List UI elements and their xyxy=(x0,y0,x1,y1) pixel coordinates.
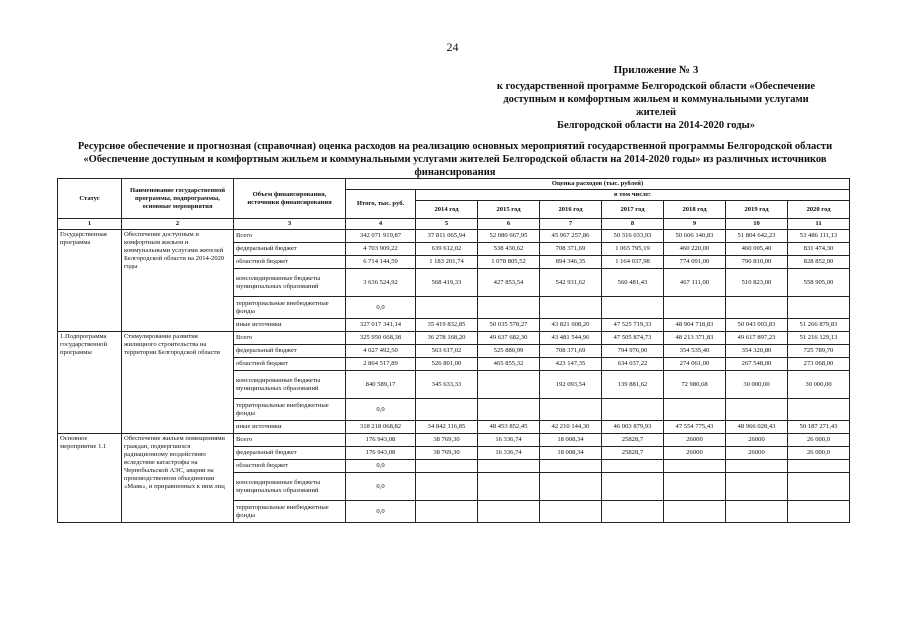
program-name-cell: Обеспечение доступным и комфортным жильем и коммунальными услугами жителей Белгородской области на 2014-2020 годы xyxy=(122,230,234,332)
year-value-cell: 465 855,32 xyxy=(478,358,540,371)
year-value-cell: 510 823,00 xyxy=(726,269,788,297)
total-cell: 3 636 524,92 xyxy=(346,269,416,297)
year-value-cell: 50 606 140,83 xyxy=(664,230,726,243)
header-year: 2017 год xyxy=(602,201,664,219)
year-value-cell xyxy=(788,501,850,523)
total-cell: 342 071 919,87 xyxy=(346,230,416,243)
year-value-cell: 25828,7 xyxy=(602,447,664,460)
status-cell: 1.Подпрограмма государственной программы xyxy=(58,332,122,434)
year-value-cell xyxy=(478,371,540,399)
year-value-cell: 1 183 201,74 xyxy=(416,256,478,269)
year-value-cell: 50 316 033,93 xyxy=(602,230,664,243)
year-value-cell: 26000 xyxy=(726,447,788,460)
year-value-cell xyxy=(416,473,478,501)
year-value-cell: 774 091,00 xyxy=(664,256,726,269)
column-number: 1 xyxy=(58,219,122,230)
year-value-cell: 560 481,43 xyxy=(602,269,664,297)
total-cell: 4 703 909,22 xyxy=(346,243,416,256)
year-value-cell: 26000 xyxy=(664,447,726,460)
year-value-cell: 38 769,30 xyxy=(416,447,478,460)
year-value-cell xyxy=(726,460,788,473)
year-value-cell: 563 617,02 xyxy=(416,345,478,358)
year-value-cell: 25828,7 xyxy=(602,434,664,447)
header-estimate: Оценка расходов (тыс. рублей) xyxy=(346,179,850,190)
year-value-cell: 894 346,35 xyxy=(540,256,602,269)
year-value-cell: 50 043 003,83 xyxy=(726,319,788,332)
total-cell: 0,0 xyxy=(346,297,416,319)
year-value-cell xyxy=(478,399,540,421)
source-cell: федеральный бюджет xyxy=(234,345,346,358)
year-value-cell xyxy=(540,297,602,319)
year-value-cell: 49 637 682,30 xyxy=(478,332,540,345)
year-value-cell xyxy=(788,460,850,473)
year-value-cell: 525 880,99 xyxy=(478,345,540,358)
year-value-cell: 790 810,00 xyxy=(726,256,788,269)
year-value-cell xyxy=(478,501,540,523)
year-value-cell xyxy=(478,460,540,473)
program-name-cell: Стимулирование развития жилищного строительства на территории Белгородской области xyxy=(122,332,234,434)
header-year: 2014 год xyxy=(416,201,478,219)
source-cell: Всего xyxy=(234,434,346,447)
total-cell: 0,0 xyxy=(346,473,416,501)
year-value-cell: 427 853,54 xyxy=(478,269,540,297)
source-cell: Всего xyxy=(234,230,346,243)
source-cell: областной бюджет xyxy=(234,460,346,473)
year-value-cell xyxy=(416,399,478,421)
total-cell: 0,0 xyxy=(346,501,416,523)
total-cell: 318 218 068,82 xyxy=(346,421,416,434)
year-value-cell: 51 266 879,83 xyxy=(788,319,850,332)
year-value-cell xyxy=(540,501,602,523)
header-source: Объем финансирования, источники финансирования xyxy=(234,179,346,219)
total-cell: 6 714 144,59 xyxy=(346,256,416,269)
year-value-cell: 48 453 852,45 xyxy=(478,421,540,434)
source-cell: консолидированные бюджеты муниципальных образований xyxy=(234,371,346,399)
year-value-cell: 36 278 168,20 xyxy=(416,332,478,345)
year-value-cell: 26000 xyxy=(664,434,726,447)
column-number: 10 xyxy=(726,219,788,230)
source-cell: территориальные внебюджетные фонды xyxy=(234,399,346,421)
year-value-cell xyxy=(478,473,540,501)
year-value-cell: 47 505 874,73 xyxy=(602,332,664,345)
year-value-cell xyxy=(602,473,664,501)
year-value-cell: 192 093,54 xyxy=(540,371,602,399)
table-row xyxy=(58,434,850,447)
year-value-cell: 526 801,00 xyxy=(416,358,478,371)
year-value-cell: 46 003 879,93 xyxy=(602,421,664,434)
year-value-cell: 1 065 795,19 xyxy=(602,243,664,256)
document-title-line: «Обеспечение доступным и комфортным жильем и коммунальными услугами жителей Белгородской области на 2014-2020 годы» из различных источников xyxy=(83,154,827,165)
year-value-cell xyxy=(416,501,478,523)
year-value-cell: 460 220,00 xyxy=(664,243,726,256)
year-value-cell xyxy=(602,460,664,473)
source-cell: федеральный бюджет xyxy=(234,447,346,460)
header-including: в том числе: xyxy=(416,190,850,201)
year-value-cell xyxy=(540,460,602,473)
year-value-cell: 828 852,00 xyxy=(788,256,850,269)
year-value-cell: 34 842 116,85 xyxy=(416,421,478,434)
source-cell: иные источники xyxy=(234,421,346,434)
page-number: 24 xyxy=(446,40,459,54)
appendix-line: Белгородской области на 2014-2020 годы» xyxy=(557,120,755,131)
year-value-cell xyxy=(478,297,540,319)
header-total: Итого, тыс. руб. xyxy=(346,190,416,219)
column-number: 4 xyxy=(346,219,416,230)
source-cell: консолидированные бюджеты муниципальных образований xyxy=(234,269,346,297)
year-value-cell xyxy=(664,399,726,421)
year-value-cell: 467 111,00 xyxy=(664,269,726,297)
year-value-cell: 30 000,00 xyxy=(726,371,788,399)
document-title xyxy=(60,140,850,179)
total-cell: 176 943,08 xyxy=(346,447,416,460)
year-value-cell: 16 336,74 xyxy=(478,434,540,447)
appendix-line: доступным и комфортным жильем и коммунальными услугами жителей xyxy=(503,94,809,118)
header-year: 2018 год xyxy=(664,201,726,219)
header-year: 2020 год xyxy=(788,201,850,219)
year-value-cell: 354 535,40 xyxy=(664,345,726,358)
year-value-cell: 1 164 037,98 xyxy=(602,256,664,269)
year-value-cell: 47 554 775,43 xyxy=(664,421,726,434)
year-value-cell xyxy=(602,297,664,319)
year-value-cell: 639 612,02 xyxy=(416,243,478,256)
year-value-cell xyxy=(416,297,478,319)
year-value-cell: 42 210 144,30 xyxy=(540,421,602,434)
document-title-line: финансирования xyxy=(414,167,496,178)
total-cell: 176 943,08 xyxy=(346,434,416,447)
appendix-block xyxy=(491,64,821,132)
year-value-cell: 460 005,40 xyxy=(726,243,788,256)
year-value-cell xyxy=(726,399,788,421)
source-cell: территориальные внебюджетные фонды xyxy=(234,501,346,523)
year-value-cell xyxy=(788,473,850,501)
column-number: 6 xyxy=(478,219,540,230)
source-cell: консолидированные бюджеты муниципальных образований xyxy=(234,473,346,501)
year-value-cell: 273 068,00 xyxy=(788,358,850,371)
year-value-cell: 831 474,30 xyxy=(788,243,850,256)
total-cell: 840 589,17 xyxy=(346,371,416,399)
total-cell: 0,0 xyxy=(346,399,416,421)
source-cell: областной бюджет xyxy=(234,256,346,269)
year-value-cell: 267 548,00 xyxy=(726,358,788,371)
year-value-cell: 26 000,0 xyxy=(788,434,850,447)
program-name-cell: Обеспечение жильем помещениями граждан, подвергшихся радиационному воздействию вследствие катастрофы на Чернобыльской АЭС, аварии на производственном объединении «Маяк», и приравненных к ним лиц xyxy=(122,434,234,523)
year-value-cell: 354 320,80 xyxy=(726,345,788,358)
year-value-cell xyxy=(540,473,602,501)
year-value-cell: 423 147,35 xyxy=(540,358,602,371)
column-number: 8 xyxy=(602,219,664,230)
source-cell: Всего xyxy=(234,332,346,345)
source-cell: территориальные внебюджетные фонды xyxy=(234,297,346,319)
year-value-cell: 30 000,00 xyxy=(788,371,850,399)
year-value-cell xyxy=(726,297,788,319)
funding-table xyxy=(57,178,850,523)
header-name: Наименование государственной программы, подпрограммы, основные мероприятия xyxy=(122,179,234,219)
document-title-line: Ресурсное обеспечение и прогнозная (справочная) оценка расходов на реализацию основных мероприятий государственной программы Белгородской области xyxy=(77,141,833,152)
year-value-cell xyxy=(540,399,602,421)
status-cell: Государственная программа xyxy=(58,230,122,332)
year-value-cell xyxy=(664,297,726,319)
total-cell: 327 017 341,14 xyxy=(346,319,416,332)
year-value-cell: 725 789,70 xyxy=(788,345,850,358)
header-year: 2019 год xyxy=(726,201,788,219)
status-cell: Основное мероприятие 1.1 xyxy=(58,434,122,523)
year-value-cell: 48 904 718,83 xyxy=(664,319,726,332)
source-cell: федеральный бюджет xyxy=(234,243,346,256)
year-value-cell: 708 371,69 xyxy=(540,345,602,358)
source-cell: областной бюджет xyxy=(234,358,346,371)
year-value-cell: 38 769,30 xyxy=(416,434,478,447)
year-value-cell: 50 187 271,43 xyxy=(788,421,850,434)
year-value-cell: 542 931,62 xyxy=(540,269,602,297)
year-value-cell xyxy=(602,399,664,421)
year-value-cell: 345 633,33 xyxy=(416,371,478,399)
year-value-cell: 48 213 371,83 xyxy=(664,332,726,345)
year-value-cell: 26000 xyxy=(726,434,788,447)
year-value-cell: 43 821 608,20 xyxy=(540,319,602,332)
year-value-cell xyxy=(726,473,788,501)
year-value-cell: 794 976,90 xyxy=(602,345,664,358)
year-value-cell: 52 080 667,95 xyxy=(478,230,540,243)
year-value-cell: 35 419 832,85 xyxy=(416,319,478,332)
year-value-cell: 634 037,22 xyxy=(602,358,664,371)
year-value-cell: 43 481 544,96 xyxy=(540,332,602,345)
year-value-cell: 53 486 111,13 xyxy=(788,230,850,243)
year-value-cell: 558 905,00 xyxy=(788,269,850,297)
year-value-cell xyxy=(664,473,726,501)
year-value-cell: 45 967 257,86 xyxy=(540,230,602,243)
year-value-cell: 51 216 129,13 xyxy=(788,332,850,345)
year-value-cell xyxy=(416,460,478,473)
header-year: 2016 год xyxy=(540,201,602,219)
table-row xyxy=(58,332,850,345)
column-number: 9 xyxy=(664,219,726,230)
year-value-cell: 50 035 578,27 xyxy=(478,319,540,332)
total-cell: 4 027 492,50 xyxy=(346,345,416,358)
table-row xyxy=(58,230,850,243)
year-value-cell xyxy=(726,501,788,523)
header-year: 2015 год xyxy=(478,201,540,219)
year-value-cell: 1 078 805,52 xyxy=(478,256,540,269)
appendix-title: Приложение № 3 xyxy=(613,64,699,76)
year-value-cell: 568 419,33 xyxy=(416,269,478,297)
column-number: 5 xyxy=(416,219,478,230)
year-value-cell: 26 000,0 xyxy=(788,447,850,460)
year-value-cell: 47 525 719,33 xyxy=(602,319,664,332)
header-status: Статус xyxy=(58,179,122,219)
total-cell: 0,0 xyxy=(346,460,416,473)
year-value-cell: 18 008,34 xyxy=(540,447,602,460)
column-number: 3 xyxy=(234,219,346,230)
appendix-line: к государственной программе Белгородской области «Обеспечение xyxy=(496,81,816,92)
year-value-cell: 16 336,74 xyxy=(478,447,540,460)
year-value-cell: 49 617 897,23 xyxy=(726,332,788,345)
year-value-cell: 72 980,68 xyxy=(664,371,726,399)
column-number: 11 xyxy=(788,219,850,230)
total-cell: 2 864 517,89 xyxy=(346,358,416,371)
year-value-cell: 51 804 642,23 xyxy=(726,230,788,243)
year-value-cell: 18 008,34 xyxy=(540,434,602,447)
total-cell: 325 950 668,38 xyxy=(346,332,416,345)
year-value-cell xyxy=(664,501,726,523)
year-value-cell xyxy=(788,399,850,421)
year-value-cell: 139 881,62 xyxy=(602,371,664,399)
year-value-cell xyxy=(602,501,664,523)
year-value-cell xyxy=(664,460,726,473)
year-value-cell: 538 430,62 xyxy=(478,243,540,256)
year-value-cell: 48 966 028,43 xyxy=(726,421,788,434)
column-number: 2 xyxy=(122,219,234,230)
year-value-cell: 274 061,00 xyxy=(664,358,726,371)
column-number: 7 xyxy=(540,219,602,230)
source-cell: иные источники xyxy=(234,319,346,332)
year-value-cell: 708 371,69 xyxy=(540,243,602,256)
year-value-cell: 37 811 065,94 xyxy=(416,230,478,243)
year-value-cell xyxy=(788,297,850,319)
